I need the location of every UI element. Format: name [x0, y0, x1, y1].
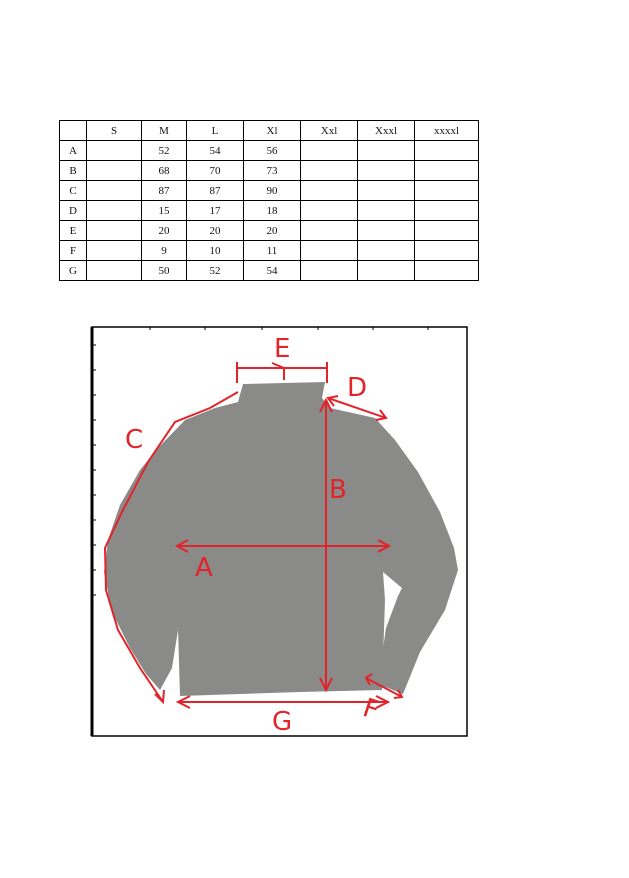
table-cell: 87 — [142, 181, 187, 201]
row-label-cell: G — [60, 261, 87, 281]
row-label-cell: F — [60, 241, 87, 261]
table-cell: 11 — [244, 241, 301, 261]
table-cell: 90 — [244, 181, 301, 201]
header-cell-xxxl: Xxxl — [358, 121, 415, 141]
table-cell: 50 — [142, 261, 187, 281]
label-b: B — [329, 475, 347, 505]
jacket-silhouette — [104, 382, 458, 696]
row-label-cell: D — [60, 201, 87, 221]
table-cell: 87 — [187, 181, 244, 201]
row-label-cell: C — [60, 181, 87, 201]
table-cell: 9 — [142, 241, 187, 261]
label-c: C — [125, 425, 144, 455]
table-cell: 56 — [244, 141, 301, 161]
label-e: E — [274, 334, 291, 364]
table-cell: 20 — [187, 221, 244, 241]
table-cell: 52 — [187, 261, 244, 281]
table-cell: 68 — [142, 161, 187, 181]
table-cell: 17 — [187, 201, 244, 221]
header-cell-xxxxl: xxxxl — [415, 121, 479, 141]
header-cell-xxl: Xxl — [301, 121, 358, 141]
table-cell: 70 — [187, 161, 244, 181]
header-cell-xl: Xl — [244, 121, 301, 141]
table-cell: 18 — [244, 201, 301, 221]
table-cell: 15 — [142, 201, 187, 221]
row-label-cell: E — [60, 221, 87, 241]
header-cell-s: S — [87, 121, 142, 141]
table-cell: 10 — [187, 241, 244, 261]
table-cell: 73 — [244, 161, 301, 181]
row-label-cell: B — [60, 161, 87, 181]
table-cell: 20 — [142, 221, 187, 241]
label-g: G — [272, 707, 293, 737]
header-cell-m: M — [142, 121, 187, 141]
label-a: A — [195, 553, 213, 583]
table-cell: 52 — [142, 141, 187, 161]
row-label-cell: A — [60, 141, 87, 161]
header-cell-l: L — [187, 121, 244, 141]
table-cell: 20 — [244, 221, 301, 241]
table-cell: 54 — [187, 141, 244, 161]
label-f: F — [359, 693, 383, 727]
table-cell: 54 — [244, 261, 301, 281]
label-d: D — [347, 373, 368, 403]
